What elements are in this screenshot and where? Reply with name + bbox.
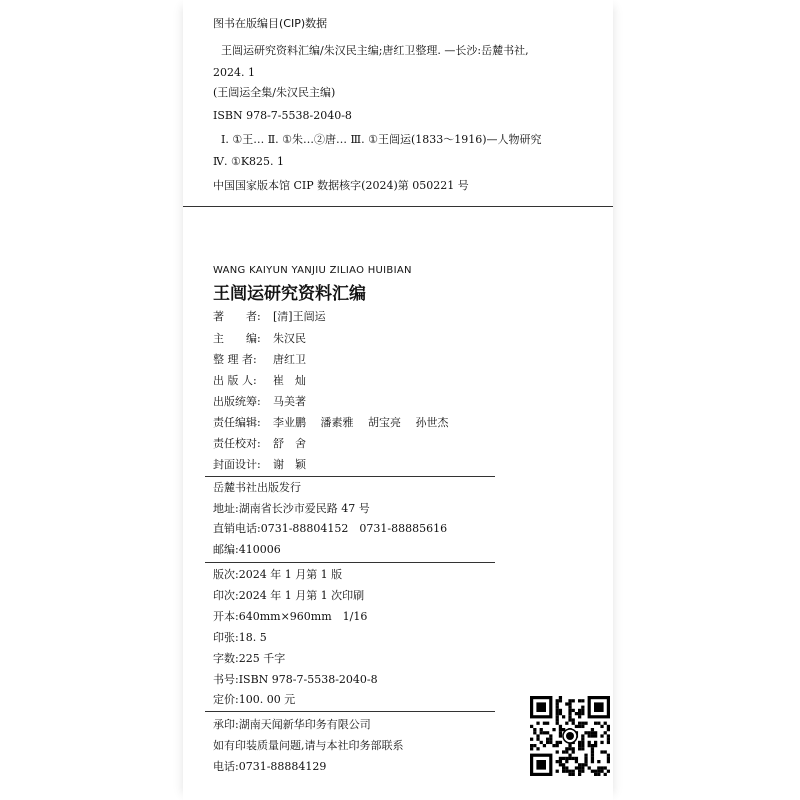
qr-code-icon[interactable] xyxy=(530,696,610,776)
printer-notice: 如有印装质量问题,请与本社印务部联系 xyxy=(213,739,404,752)
spec-format: 开本:640mm×960mm 1/16 xyxy=(213,610,368,623)
specs-divider xyxy=(205,711,495,712)
spec-words: 字数:225 千字 xyxy=(213,652,286,665)
staff-cover-designer: 封面设计: 谢 颖 xyxy=(213,458,306,471)
cip-divider xyxy=(183,206,613,207)
staff-compiler: 整 理 者: 唐红卫 xyxy=(213,353,306,366)
book-title: 王闿运研究资料汇编 xyxy=(213,284,366,304)
cip-subjects-2: Ⅳ. ①K825. 1 xyxy=(213,155,285,168)
publisher-postcode: 邮编:410006 xyxy=(213,543,281,556)
cip-approval: 中国国家版本馆 CIP 数据核字(2024)第 050221 号 xyxy=(213,179,469,192)
printer-phone: 电话:0731-88884129 xyxy=(213,760,327,773)
publisher-divider xyxy=(205,562,495,563)
cip-line-1: 王闿运研究资料汇编/朱汉民主编;唐红卫整理. —长沙:岳麓书社, xyxy=(221,44,529,57)
staff-author: 著 者: [清]王闿运 xyxy=(213,310,326,323)
spec-price: 定价:100. 00 元 xyxy=(213,693,296,706)
spec-edition: 版次:2024 年 1 月第 1 版 xyxy=(213,568,343,581)
staff-publisher: 出 版 人: 崔 灿 xyxy=(213,374,306,387)
cip-series: (王闿运全集/朱汉民主编) xyxy=(213,86,336,99)
staff-coordinator: 出版统筹: 马美著 xyxy=(213,395,306,408)
staff-responsible-editors: 责任编辑: 李业鹏 潘素雅 胡宝亮 孙世杰 xyxy=(213,416,449,429)
publisher-name: 岳麓书社出版发行 xyxy=(213,481,301,494)
cip-line-2: 2024. 1 xyxy=(213,66,255,79)
pinyin-title: WANG KAIYUN YANJIU ZILIAO HUIBIAN xyxy=(213,265,412,276)
staff-proofreader: 责任校对: 舒 舍 xyxy=(213,437,306,450)
publisher-address: 地址:湖南省长沙市爱民路 47 号 xyxy=(213,502,370,515)
spec-book-number: 书号:ISBN 978-7-5538-2040-8 xyxy=(213,673,378,686)
printer-name: 承印:湖南天闻新华印务有限公司 xyxy=(213,718,371,731)
spec-printing: 印次:2024 年 1 月第 1 次印刷 xyxy=(213,589,365,602)
cip-subjects-1: Ⅰ. ①王… Ⅱ. ①朱…②唐… Ⅲ. ①王闿运(1833～1916)—人物研究 xyxy=(221,133,542,146)
cip-isbn: ISBN 978-7-5538-2040-8 xyxy=(213,109,352,122)
publisher-phone: 直销电话:0731-88804152 0731-88885616 xyxy=(213,522,448,535)
staff-divider xyxy=(205,476,495,477)
spec-sheets: 印张:18. 5 xyxy=(213,631,267,644)
cip-heading: 图书在版编目(CIP)数据 xyxy=(213,17,328,30)
staff-editor-in-chief: 主 编: 朱汉民 xyxy=(213,332,306,345)
